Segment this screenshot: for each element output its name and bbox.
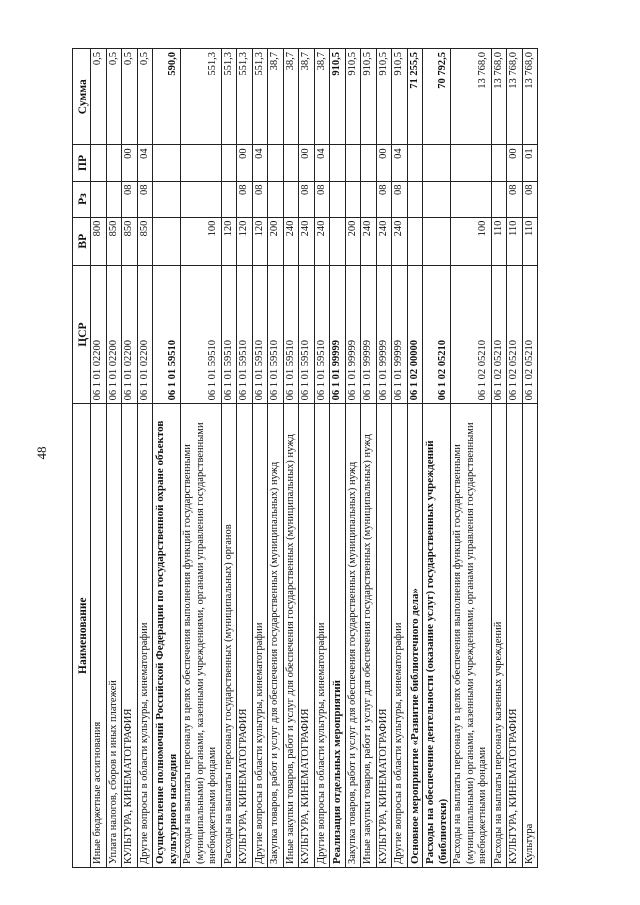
cell-pr: 00 xyxy=(376,145,392,181)
cell-csr: 06 1 01 59510 xyxy=(299,265,315,404)
table-row xyxy=(330,49,346,868)
table-header-row xyxy=(73,49,91,868)
table-row xyxy=(407,49,423,868)
cell-pr: 04 xyxy=(314,145,330,181)
cell-rz xyxy=(153,181,181,217)
cell-sum: 910,5 xyxy=(392,49,408,145)
cell-csr: 06 1 02 05210 xyxy=(451,265,492,404)
cell-name: Уплата налогов, сборов и иных платежей xyxy=(106,404,122,868)
cell-sum: 38,7 xyxy=(268,49,284,145)
table-row xyxy=(451,49,492,868)
cell-rz: 08 xyxy=(392,181,408,217)
cell-pr: 00 xyxy=(122,145,138,181)
cell-sum: 551,3 xyxy=(237,49,253,145)
cell-sum: 38,7 xyxy=(283,49,299,145)
cell-csr: 06 1 01 99999 xyxy=(345,265,361,404)
cell-name: Закупка товаров, работ и услуг для обеспечения государственных (муниципальных) нужд xyxy=(345,404,361,868)
cell-sum: 910,5 xyxy=(376,49,392,145)
cell-sum: 0,5 xyxy=(137,49,153,145)
header-vr: ВР xyxy=(73,217,91,265)
cell-name: Другие вопросы в области культуры, кинематографии xyxy=(137,404,153,868)
cell-csr: 06 1 02 05210 xyxy=(423,265,451,404)
cell-rz: 08 xyxy=(299,181,315,217)
cell-rz xyxy=(361,181,377,217)
cell-sum: 13 768,0 xyxy=(507,49,523,145)
cell-sum: 910,5 xyxy=(361,49,377,145)
table-row xyxy=(491,49,507,868)
cell-vr: 240 xyxy=(376,217,392,265)
cell-rz xyxy=(181,181,222,217)
table-row xyxy=(221,49,237,868)
cell-rz xyxy=(91,181,107,217)
cell-rz: 08 xyxy=(522,181,538,217)
cell-csr: 06 1 01 59510 xyxy=(268,265,284,404)
cell-sum: 71 255,5 xyxy=(407,49,423,145)
cell-name: Реализация отдельных мероприятий xyxy=(330,404,346,868)
cell-vr: 110 xyxy=(507,217,523,265)
cell-vr: 240 xyxy=(392,217,408,265)
cell-rz xyxy=(407,181,423,217)
cell-pr: 04 xyxy=(252,145,268,181)
cell-pr xyxy=(407,145,423,181)
cell-pr: 04 xyxy=(137,145,153,181)
cell-vr: 120 xyxy=(252,217,268,265)
cell-rz xyxy=(106,181,122,217)
cell-name: Расходы на выплаты персоналу в целях обеспечения выполнения функций государственными (муниципальными) органами, казенными учреждениями, органами управления государственными внебюджетными фондами xyxy=(181,404,222,868)
cell-pr xyxy=(106,145,122,181)
cell-pr xyxy=(153,145,181,181)
cell-rz: 08 xyxy=(507,181,523,217)
cell-vr: 240 xyxy=(361,217,377,265)
cell-vr: 240 xyxy=(283,217,299,265)
cell-vr: 850 xyxy=(106,217,122,265)
table-row xyxy=(361,49,377,868)
cell-csr: 06 1 02 00000 xyxy=(407,265,423,404)
cell-vr: 800 xyxy=(91,217,107,265)
cell-sum: 13 768,0 xyxy=(491,49,507,145)
cell-sum: 13 768,0 xyxy=(451,49,492,145)
cell-vr: 100 xyxy=(451,217,492,265)
cell-sum: 551,3 xyxy=(181,49,222,145)
table-row xyxy=(153,49,181,868)
cell-name: Культура xyxy=(522,404,538,868)
table-row xyxy=(423,49,451,868)
cell-pr: 00 xyxy=(299,145,315,181)
cell-vr: 110 xyxy=(491,217,507,265)
cell-pr: 01 xyxy=(522,145,538,181)
cell-vr: 100 xyxy=(181,217,222,265)
cell-csr: 06 1 01 99999 xyxy=(361,265,377,404)
cell-name: КУЛЬТУРА, КИНЕМАТОГРАФИЯ xyxy=(299,404,315,868)
cell-csr: 06 1 01 02200 xyxy=(106,265,122,404)
table-row xyxy=(181,49,222,868)
cell-name: КУЛЬТУРА, КИНЕМАТОГРАФИЯ xyxy=(376,404,392,868)
cell-pr: 00 xyxy=(507,145,523,181)
cell-vr: 200 xyxy=(268,217,284,265)
header-pr: ПР xyxy=(73,145,91,181)
table-row xyxy=(122,49,138,868)
cell-name: Другие вопросы в области культуры, кинематографии xyxy=(252,404,268,868)
cell-rz: 08 xyxy=(122,181,138,217)
table-row xyxy=(252,49,268,868)
cell-rz: 08 xyxy=(237,181,253,217)
cell-pr xyxy=(268,145,284,181)
table-row xyxy=(283,49,299,868)
table-row xyxy=(392,49,408,868)
header-csr: ЦСР xyxy=(73,265,91,404)
cell-sum: 13 768,0 xyxy=(522,49,538,145)
rotated-page-content xyxy=(72,48,567,868)
cell-csr: 06 1 01 59510 xyxy=(221,265,237,404)
cell-csr: 06 1 01 59510 xyxy=(181,265,222,404)
cell-sum: 910,5 xyxy=(345,49,361,145)
cell-name: Расходы на обеспечение деятельности (оказание услуг) государственных учреждений (библиотеки) xyxy=(423,404,451,868)
cell-name: КУЛЬТУРА, КИНЕМАТОГРАФИЯ xyxy=(122,404,138,868)
cell-pr xyxy=(361,145,377,181)
cell-pr xyxy=(345,145,361,181)
header-sum: Сумма xyxy=(73,49,91,145)
cell-sum: 70 792,5 xyxy=(423,49,451,145)
cell-rz xyxy=(423,181,451,217)
cell-name: Закупка товаров, работ и услуг для обеспечения государственных (муниципальных) нужд xyxy=(268,404,284,868)
cell-sum: 38,7 xyxy=(299,49,315,145)
table-row xyxy=(345,49,361,868)
cell-rz xyxy=(221,181,237,217)
cell-rz: 08 xyxy=(376,181,392,217)
cell-pr xyxy=(423,145,451,181)
cell-csr: 06 1 01 59510 xyxy=(314,265,330,404)
cell-csr: 06 1 01 99999 xyxy=(376,265,392,404)
cell-csr: 06 1 01 99999 xyxy=(330,265,346,404)
cell-name: Осуществление полномочий Российской Федерации по государственной охране объектов культурного наследия xyxy=(153,404,181,868)
cell-pr xyxy=(221,145,237,181)
cell-vr: 240 xyxy=(314,217,330,265)
cell-csr: 06 1 01 99999 xyxy=(392,265,408,404)
cell-name: КУЛЬТУРА, КИНЕМАТОГРАФИЯ xyxy=(507,404,523,868)
cell-sum: 0,5 xyxy=(91,49,107,145)
page-number: 48 xyxy=(34,446,49,460)
cell-csr: 06 1 01 02200 xyxy=(137,265,153,404)
cell-vr: 120 xyxy=(237,217,253,265)
cell-name: Другие вопросы в области культуры, кинематографии xyxy=(392,404,408,868)
cell-name: Иные закупки товаров, работ и услуг для обеспечения государственных (муниципальных) нужд xyxy=(283,404,299,868)
header-rz: Рз xyxy=(73,181,91,217)
cell-name: Иные бюджетные ассигнования xyxy=(91,404,107,868)
cell-sum: 910,5 xyxy=(330,49,346,145)
table-row xyxy=(91,49,107,868)
budget-table xyxy=(72,48,538,868)
cell-csr: 06 1 02 05210 xyxy=(522,265,538,404)
table-row xyxy=(299,49,315,868)
table-row xyxy=(106,49,122,868)
cell-rz xyxy=(451,181,492,217)
cell-vr xyxy=(423,217,451,265)
cell-csr: 06 1 01 59510 xyxy=(237,265,253,404)
cell-name: КУЛЬТУРА, КИНЕМАТОГРАФИЯ xyxy=(237,404,253,868)
cell-rz xyxy=(345,181,361,217)
cell-pr xyxy=(283,145,299,181)
cell-name: Расходы на выплаты персоналу государственных (муниципальных) органов xyxy=(221,404,237,868)
cell-csr: 06 1 01 59510 xyxy=(283,265,299,404)
cell-name: Другие вопросы в области культуры, кинематографии xyxy=(314,404,330,868)
cell-vr: 120 xyxy=(221,217,237,265)
cell-pr xyxy=(91,145,107,181)
cell-sum: 551,3 xyxy=(221,49,237,145)
cell-csr: 06 1 02 05210 xyxy=(507,265,523,404)
cell-vr: 240 xyxy=(299,217,315,265)
cell-sum: 38,7 xyxy=(314,49,330,145)
cell-pr xyxy=(330,145,346,181)
cell-rz: 08 xyxy=(314,181,330,217)
cell-pr xyxy=(181,145,222,181)
cell-sum: 0,5 xyxy=(122,49,138,145)
cell-csr: 06 1 02 05210 xyxy=(491,265,507,404)
cell-csr: 06 1 01 59510 xyxy=(153,265,181,404)
table-row xyxy=(376,49,392,868)
cell-sum: 0,5 xyxy=(106,49,122,145)
cell-csr: 06 1 01 02200 xyxy=(91,265,107,404)
cell-vr: 200 xyxy=(345,217,361,265)
cell-pr: 00 xyxy=(237,145,253,181)
cell-name: Иные закупки товаров, работ и услуг для обеспечения государственных (муниципальных) нужд xyxy=(361,404,377,868)
header-name: Наименование xyxy=(73,404,91,868)
cell-rz: 08 xyxy=(252,181,268,217)
cell-vr xyxy=(153,217,181,265)
table-row xyxy=(314,49,330,868)
cell-csr: 06 1 01 02200 xyxy=(122,265,138,404)
cell-sum: 590,0 xyxy=(153,49,181,145)
cell-rz xyxy=(491,181,507,217)
cell-rz xyxy=(283,181,299,217)
cell-vr: 850 xyxy=(137,217,153,265)
cell-rz: 08 xyxy=(137,181,153,217)
cell-vr xyxy=(407,217,423,265)
table-row xyxy=(507,49,523,868)
table-row xyxy=(237,49,253,868)
cell-name: Расходы на выплаты персоналу в целях обеспечения выполнения функций государственными (муниципальными) органами, казенными учреждениями, органами управления государственными внебюджетными фондами xyxy=(451,404,492,868)
table-row xyxy=(268,49,284,868)
cell-pr xyxy=(491,145,507,181)
cell-pr xyxy=(451,145,492,181)
cell-rz xyxy=(268,181,284,217)
cell-sum: 551,3 xyxy=(252,49,268,145)
cell-vr xyxy=(330,217,346,265)
cell-vr: 110 xyxy=(522,217,538,265)
cell-pr: 04 xyxy=(392,145,408,181)
cell-name: Расходы на выплаты персоналу казенных учреждений xyxy=(491,404,507,868)
cell-rz xyxy=(330,181,346,217)
table-body xyxy=(91,49,538,868)
table-row xyxy=(137,49,153,868)
cell-vr: 850 xyxy=(122,217,138,265)
cell-name: Основное мероприятие «Развитие библиотечного дела» xyxy=(407,404,423,868)
table-row xyxy=(522,49,538,868)
cell-csr: 06 1 01 59510 xyxy=(252,265,268,404)
